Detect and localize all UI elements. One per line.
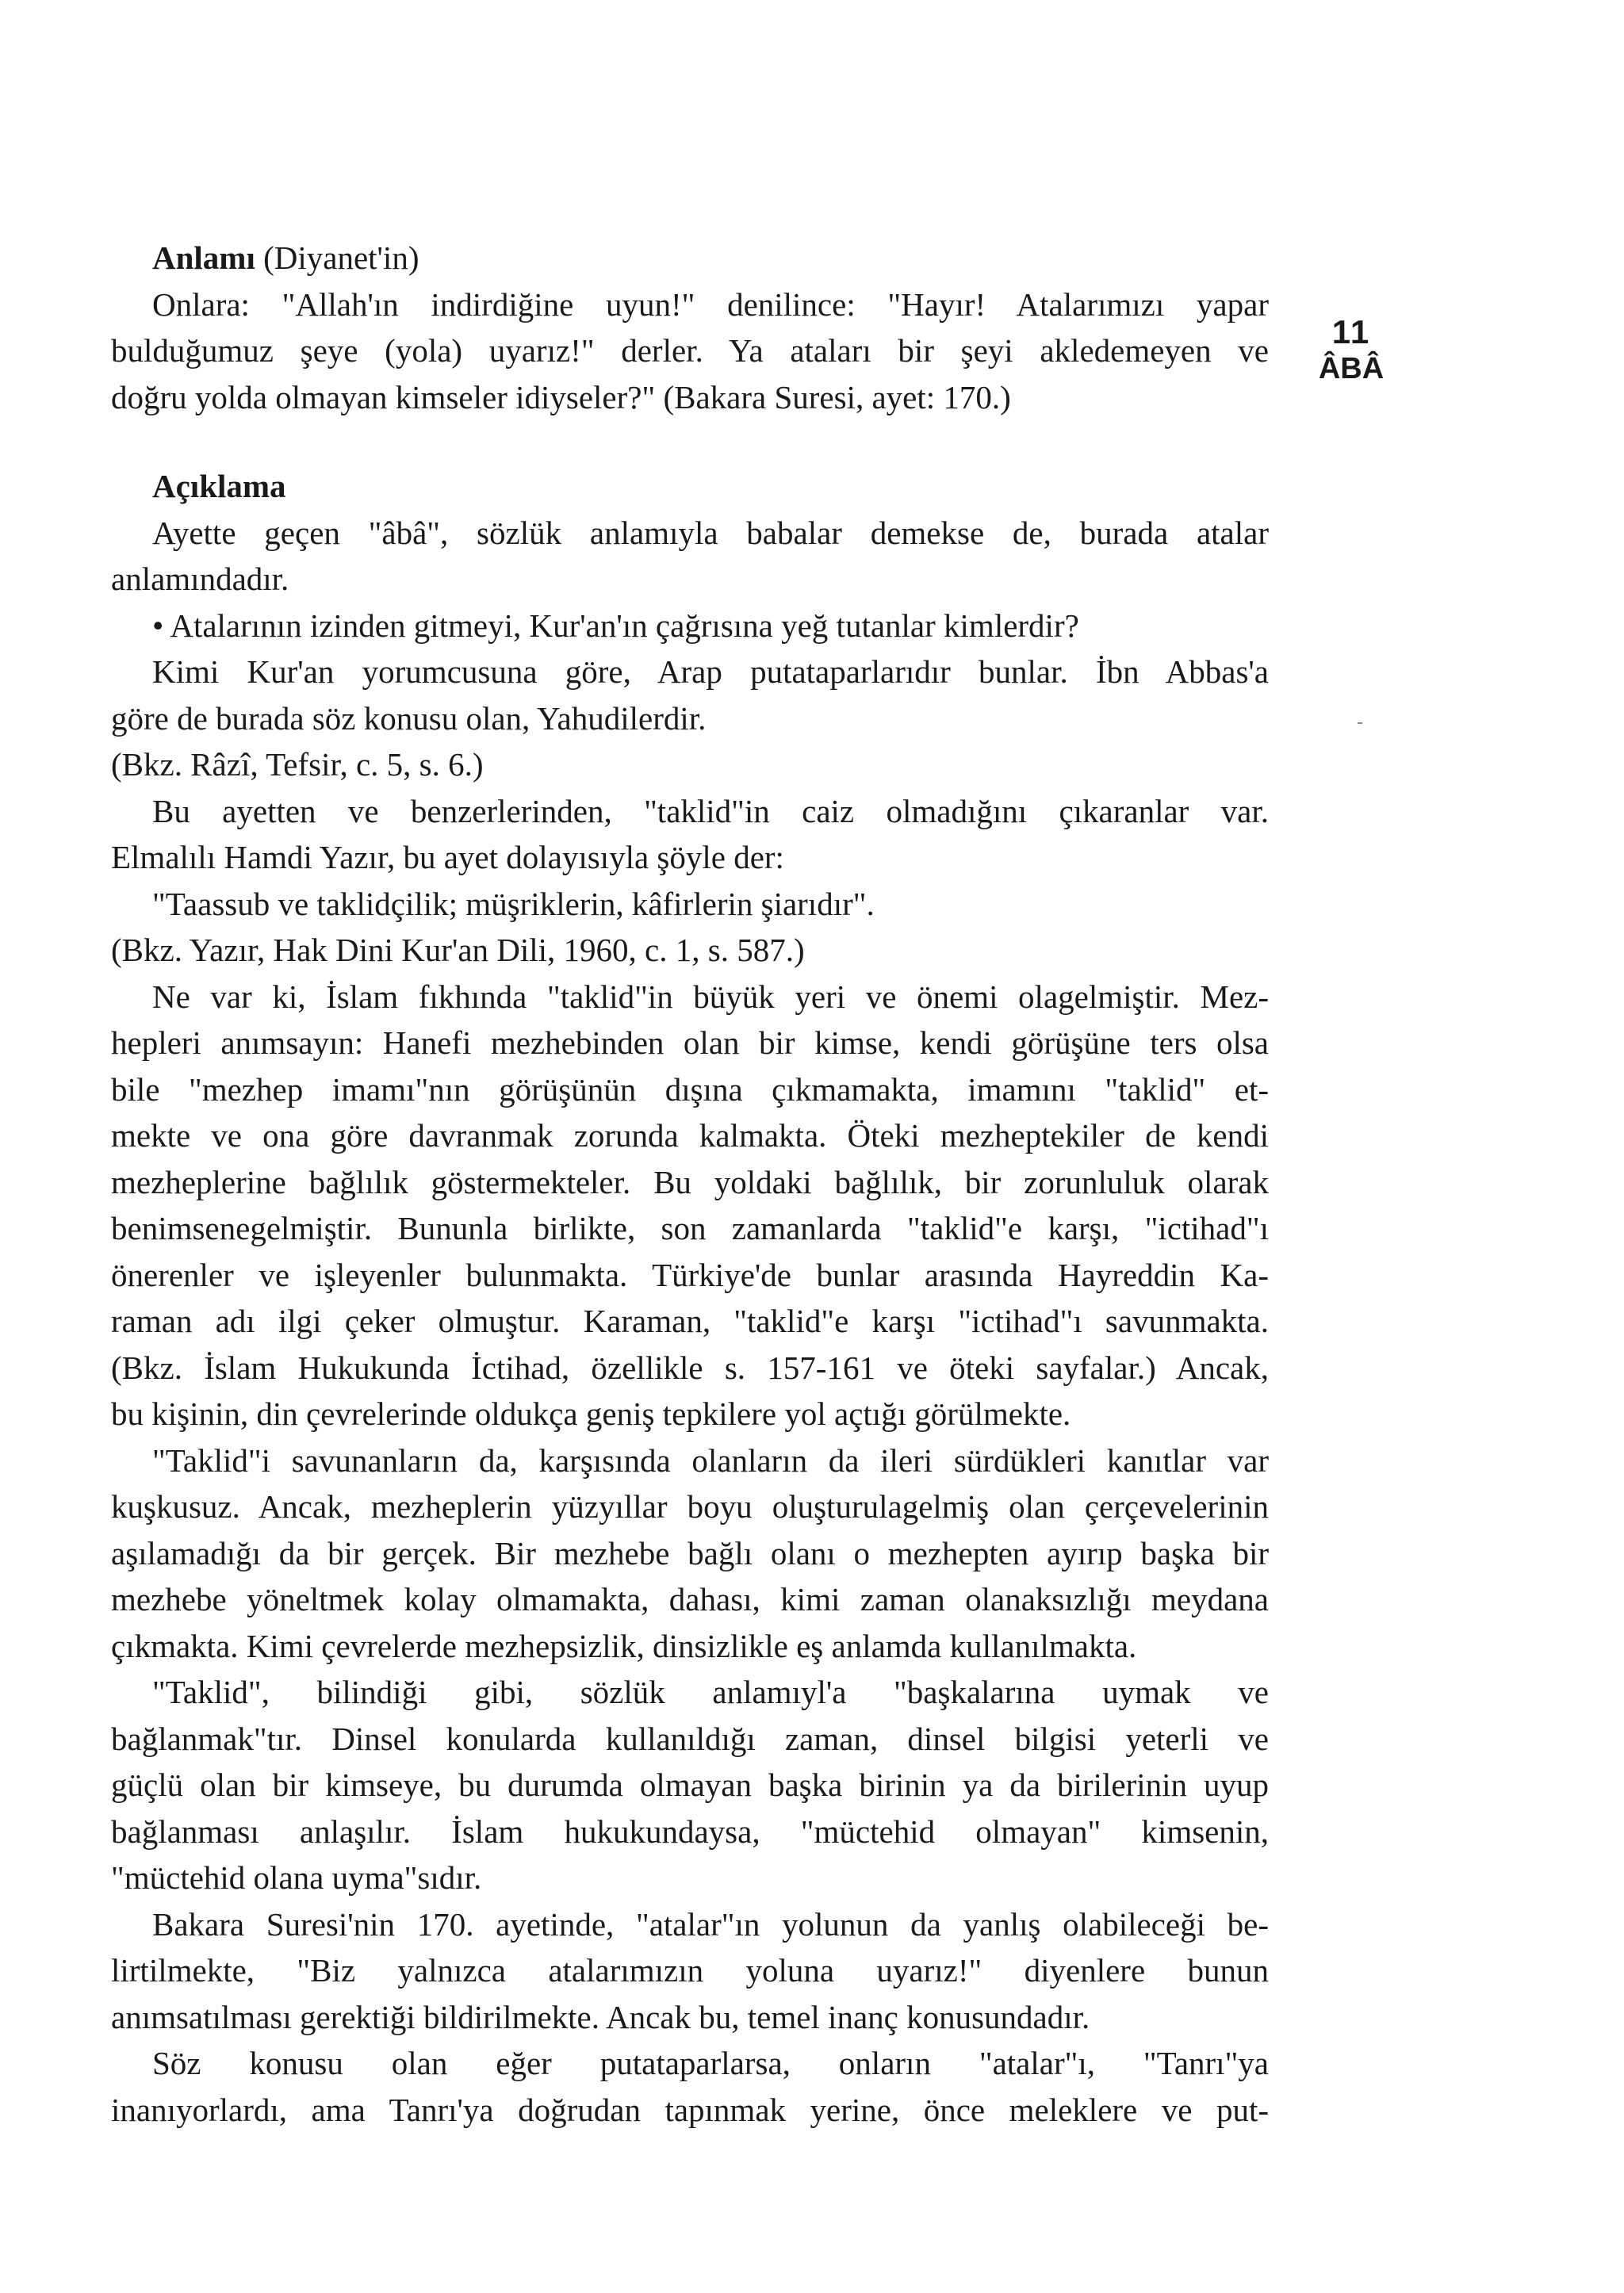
text-line: mezheplerine bağlılık göstermekteler. Bu yoldaki bağlılık, bir zorunluluk olarak xyxy=(111,1163,1269,1200)
text-line: inanıyorlardı, ama Tanrı'ya doğrudan tapınmak yerine, önce meleklere ve put- xyxy=(111,2091,1269,2128)
text-line: kuşkusuz. Ancak, mezheplerin yüzyıllar boyu oluşturulagelmiş olan çerçevelerinin xyxy=(111,1488,1269,1525)
text-line: "müctehid olana uyma"sıdır. xyxy=(111,1859,482,1896)
text-line: Bu ayetten ve benzerlerinden, "taklid"in caiz olmadığını çıkaranlar var. xyxy=(152,792,1269,829)
text-line: çıkmakta. Kimi çevrelerde mezhepsizlik, dinsizlikle eş anlamda kullanılmakta. xyxy=(111,1627,1137,1664)
text-line: lirtilmekte, "Biz yalnızca atalarımızın yoluna uyarız!" diyenlere bunun xyxy=(111,1952,1269,1989)
text-line: mekte ve ona göre davranmak zorunda kalmakta. Öteki mezheptekiler de kendi xyxy=(111,1117,1269,1154)
text-line: bu kişinin, din çevrelerinde oldukça geniş tepkilere yol açtığı görülmekte. xyxy=(111,1395,1071,1432)
page-content xyxy=(111,235,1269,2133)
text-line: "Taklid", bilindiği gibi, sözlük anlamıyl'a "başkalarına uymak ve xyxy=(152,1674,1269,1710)
text-line: Ne var ki, İslam fıkhında "taklid"in büyük yeri ve önemi olagelmiştir. Mez- xyxy=(152,978,1269,1015)
text-line: (Bkz. Yazır, Hak Dini Kur'an Dili, 1960, c. 1, s. 587.) xyxy=(111,932,805,968)
section-explanation xyxy=(111,463,1269,2133)
side-entry-marker xyxy=(1304,314,1399,387)
text-line: "Taklid"i savunanların da, karşısında olanların da ileri sürdükleri kanıtlar var xyxy=(152,1441,1269,1479)
text-line: aşılamadığı da bir gerçek. Bir mezhebe bağlı olanı o mezhepten ayırıp başka bir xyxy=(111,1534,1269,1571)
text-line: raman adı ilgi çeker olmuştur. Karaman, "taklid"e karşı "ictihad"ı savunmakta. xyxy=(111,1303,1269,1339)
text-line: bağlanması anlaşılır. İslam hukukundaysa, "müctehid olmayan" kimsenin, xyxy=(111,1813,1269,1850)
text-line: bulduğumuz şeye (yola) uyarız!" derler. Ya ataları bir şeyi akledemeyen ve xyxy=(111,332,1269,369)
text-line: "Taassub ve taklidçilik; müşriklerin, kâfirlerin şiarıdır". xyxy=(152,885,875,922)
text-line: mezhebe yöneltmek kolay olmamakta, dahası, kimi zaman olanaksızlığı meydana xyxy=(111,1581,1269,1617)
text-line: Elmalılı Hamdi Yazır, bu ayet dolayısıyla şöyle der: xyxy=(111,839,784,875)
text-line: (Bkz. İslam Hukukunda İctihad, özellikle s. 157-161 ve öteki sayfalar.) Ancak, xyxy=(111,1349,1269,1386)
text-line: bile "mezhep imamı"nın görüşünün dışına çıkmamakta, imamını "taklid" et- xyxy=(111,1070,1269,1108)
text-line: • Atalarının izinden gitmeyi, Kur'an'ın çağrısına yeğ tutanlar kimlerdir? xyxy=(152,607,1079,644)
text-line: Onlara: "Allah'ın indirdiğine uyun!" denilince: "Hayır! Atalarımızı yapar xyxy=(152,285,1269,323)
text-line: anlamındadır. xyxy=(111,561,289,597)
text-line: Ayette geçen "âbâ", sözlük anlamıyla babalar demekse de, burada atalar xyxy=(152,514,1269,551)
text-line: doğru yolda olmayan kimseler idiyseler?" (Bakara Suresi, ayet: 170.) xyxy=(111,378,1011,415)
section-heading-meaning xyxy=(111,235,1269,281)
print-speck xyxy=(1358,722,1362,724)
text-line: anımsatılması gerektiği bildirilmekte. Ancak bu, temel inanç konusundadır. xyxy=(111,1998,1090,2035)
text-line: bağlanmak"tır. Dinsel konularda kullanıldığı zaman, dinsel bilgisi yeterli ve xyxy=(111,1720,1269,1757)
text-line: (Bkz. Râzî, Tefsir, c. 5, s. 6.) xyxy=(111,746,484,783)
explanation-body xyxy=(111,510,1269,2134)
heading-meaning-suffix: (Diyanet'in) xyxy=(263,239,419,276)
text-line: önerenler ve işleyenler bulunmakta. Türkiye'de bunlar arasında Hayreddin Ka- xyxy=(111,1256,1269,1293)
text-line: benimsenegelmiştir. Bununla birlikte, son zamanlarda "taklid"e karşı, "ictihad"ı xyxy=(111,1210,1269,1246)
text-line: Bakara Suresi'nin 170. ayetinde, "atalar"ın yolunun da yanlış olabileceği be- xyxy=(152,1905,1269,1943)
text-line: göre de burada söz konusu olan, Yahudilerdir. xyxy=(111,699,707,737)
text-line: hepleri anımsayın: Hanefi mezhebinden olan bir kimse, kendi görüşüne ters olsa xyxy=(111,1024,1269,1061)
text-line: Söz konusu olan eğer putataparlarsa, onların "atalar"ı, "Tanrı"ya xyxy=(152,2045,1269,2081)
entry-word: ÂBÂ xyxy=(1318,352,1385,385)
section-heading-explanation: Açıklama xyxy=(152,468,286,504)
section-meaning xyxy=(111,235,1269,420)
text-line: güçlü olan bir kimseye, bu durumda olmayan başka birinin ya da birilerinin uyup xyxy=(111,1767,1269,1803)
entry-number: 11 xyxy=(1331,313,1371,350)
text-line: Kimi Kur'an yorumcusuna göre, Arap putataparlarıdır bunlar. İbn Abbas'a xyxy=(152,653,1269,690)
heading-meaning-title: Anlamı xyxy=(152,239,255,276)
